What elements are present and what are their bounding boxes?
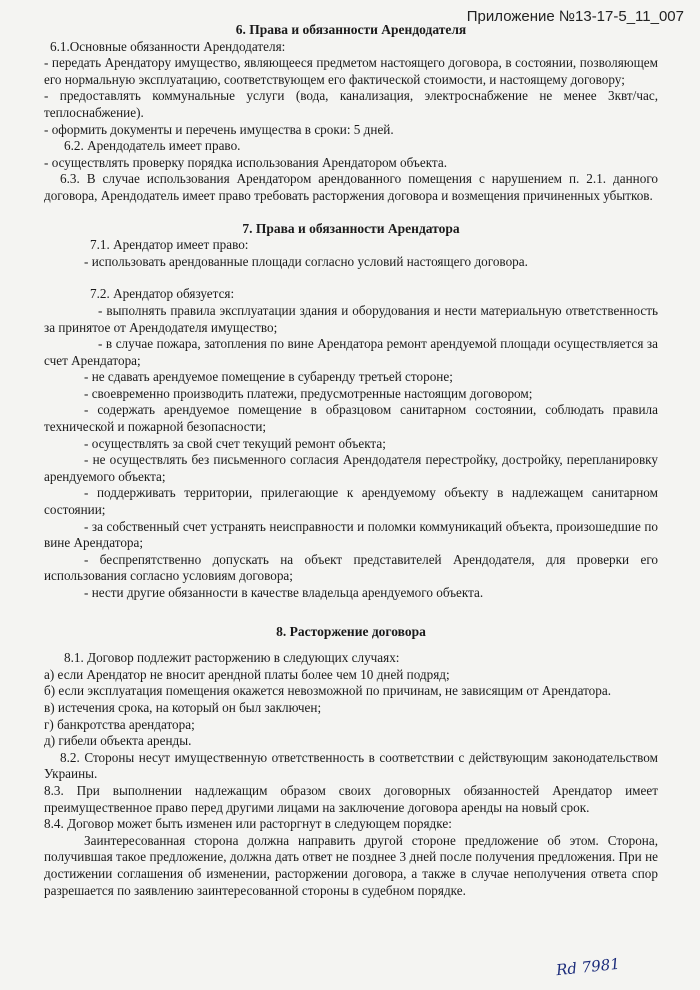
- list-item: - за собственный счет устранять неисправности и поломки коммуникаций объекта, произошедшие по вине Арендатора;: [44, 518, 658, 551]
- list-item: г) банкротства арендатора;: [44, 716, 195, 732]
- list-item: в) истечения срока, на который он был заключен;: [44, 699, 322, 715]
- list-item: - в случае пожара, затопления по вине Арендатора ремонт арендуемой площади осуществляется за счет Арендатора;: [44, 336, 658, 368]
- list-item: б) если эксплуатация помещения окажется невозможной по причинам, не зависящим от Арендатора.: [44, 683, 612, 699]
- paragraph: 8.4. Договор может быть изменен или расторгнут в следующем порядке:: [44, 816, 452, 832]
- paragraph: - осуществлять проверку порядка использования Арендатором объекта.: [44, 154, 447, 170]
- list-item: - поддерживать территории, прилегающие к арендуемому объекту в надлежащем санитарном состоянии;: [44, 485, 658, 518]
- paragraph: 6.1.Основные обязанности Арендодателя:: [50, 38, 286, 54]
- paragraph: - предоставлять коммунальные услуги (вода, канализация, электроснабжение не менее 3квт/час, теплоснабжение).: [44, 88, 658, 120]
- list-item: - не сдавать арендуемое помещение в субаренду третьей стороне;: [84, 369, 453, 385]
- paragraph: Заинтересованная сторона должна направить другой стороне предложение об этом. Сторона, получившая такое предложение, должна дать ответ не позднее 3 дней после получения предложения. При не достижении соглашения об изменении, расторжении договора, а также в случае неполучения ответа спор разрешается по заявлению заинтересованной стороны в судебном порядке.: [44, 832, 658, 898]
- section7-title: 7. Права и обязанности Арендатора: [242, 220, 460, 236]
- paragraph: 8.3. При выполнении надлежащим образом своих договорных обязанностей Арендатор имеет преимущественное право перед другими лицами на заключение договора аренды на новый срок.: [44, 782, 658, 815]
- appendix-label: Приложение №13-17-5_11_007: [466, 8, 684, 25]
- list-item: - выполнять правила эксплуатации здания и оборудования и нести материальную ответственность за принятое от Арендодателя имущество;: [44, 302, 658, 335]
- paragraph: 8.1. Договор подлежит расторжению в следующих случаях:: [64, 650, 400, 666]
- paragraph: - оформить документы и перечень имущества в сроки: 5 дней.: [44, 121, 394, 137]
- paragraph: 6.2. Арендодатель имеет право.: [64, 138, 241, 154]
- list-item: - беспрепятственно допускать на объект представителей Арендодателя, для проверки его использования согласно условиям договора;: [44, 551, 658, 584]
- paragraph: 7.1. Арендатор имеет право:: [90, 237, 249, 253]
- list-item: а) если Арендатор не вносит арендной платы более чем 10 дней подряд;: [44, 666, 450, 682]
- list-item: - нести другие обязанности в качестве владельца арендуемого объекта.: [84, 585, 484, 600]
- list-item: - своевременно производить платежи, предусмотренные настоящим договором;: [84, 385, 533, 401]
- paragraph: 7.2. Арендатор обязуется:: [90, 286, 235, 302]
- handwritten-signature: Rd 7981: [555, 954, 621, 980]
- paragraph: - передать Арендатору имущество, являющееся предметом настоящего договора, в состоянии, позволяющем его нормальную эксплуатацию, соответствующем его фактической стоимости, и настоящему договору;: [44, 55, 658, 87]
- section8-title: 8. Расторжение договора: [276, 623, 426, 639]
- list-item: - не осуществлять без письменного согласия Арендодателя перестройку, достройку, перепланировку арендуемого объекта;: [44, 452, 658, 484]
- paragraph: - использовать арендованные площади согласно условий настоящего договора.: [84, 253, 528, 269]
- document-body: [44, 22, 658, 899]
- list-item: д) гибели объекта аренды.: [44, 733, 192, 749]
- list-item: - содержать арендуемое помещение в образцовом санитарном состоянии, соблюдать правила технической и пожарной безопасности;: [44, 402, 658, 435]
- paragraph: 8.2. Стороны несут имущественную ответственность в соответствии с действующим законодательством Украины.: [44, 749, 658, 782]
- list-item: - осуществлять за свой счет текущий ремонт объекта;: [84, 435, 386, 451]
- paragraph: 6.3. В случае использования Арендатором арендованного помещения с нарушением п. 2.1. данного договора, Арендодатель имеет право требовать расторжения договора и возмещения причиненных убытков.: [44, 171, 658, 203]
- section6-title: 6. Права и обязанности Арендодателя: [235, 22, 467, 37]
